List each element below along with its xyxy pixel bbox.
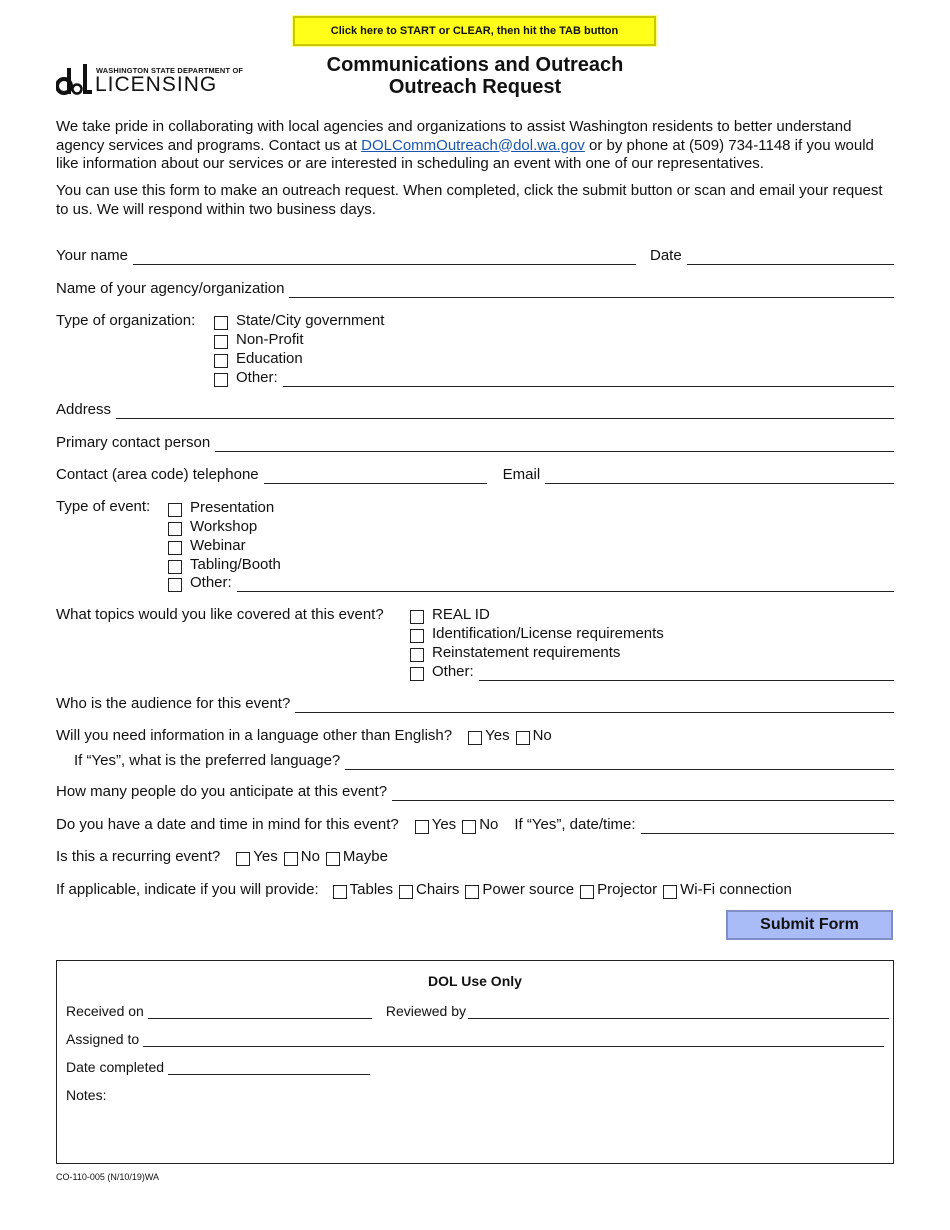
org-option-label: Other: <box>236 369 278 386</box>
agency-label: Name of your agency/organization <box>56 280 285 297</box>
language-no-checkbox[interactable] <box>516 731 530 745</box>
yes-label: Yes <box>253 848 278 865</box>
org-other-input[interactable] <box>283 373 894 387</box>
topic-realid-checkbox[interactable] <box>410 610 424 624</box>
reviewed-by-input[interactable] <box>468 1007 889 1019</box>
logo-licensing-text: LICENSING <box>95 73 218 96</box>
event-presentation-checkbox[interactable] <box>168 503 182 517</box>
topic-other-checkbox[interactable] <box>410 667 424 681</box>
recurring-question-label: Is this a recurring event? <box>56 848 221 865</box>
language-question-label: Will you need information in a language other than English? <box>56 727 453 744</box>
org-type-label: Type of organization: <box>56 312 196 329</box>
topic-option-label: Other: <box>432 663 474 680</box>
dol-logo <box>56 62 244 96</box>
provide-power-checkbox[interactable] <box>465 885 479 899</box>
datetime-if-yes-label: If “Yes”, date/time: <box>514 816 636 833</box>
provide-option-label: Projector <box>597 881 658 898</box>
preferred-language-label: If “Yes”, what is the preferred language? <box>74 752 341 769</box>
provide-wifi-checkbox[interactable] <box>663 885 677 899</box>
event-option-label: Other: <box>190 574 232 591</box>
provide-question-label: If applicable, indicate if you will provide: <box>56 881 319 898</box>
start-clear-button[interactable]: Click here to START or CLEAR, then hit the TAB button <box>293 16 656 46</box>
date-completed-input[interactable] <box>168 1063 370 1075</box>
topic-id-license-checkbox[interactable] <box>410 629 424 643</box>
primary-contact-label: Primary contact person <box>56 434 211 451</box>
no-label: No <box>479 816 499 833</box>
date-input[interactable] <box>687 251 894 265</box>
form-number: CO-110-005 (N/10/19)WA <box>56 1172 160 1182</box>
topic-option-label: Reinstatement requirements <box>432 644 621 661</box>
org-option-label: State/City government <box>236 312 385 329</box>
event-option-label: Workshop <box>190 518 258 535</box>
event-option-label: Webinar <box>190 537 246 554</box>
email-input[interactable] <box>545 470 894 484</box>
no-label: No <box>300 848 320 865</box>
attendance-label: How many people do you anticipate at this event? <box>56 783 388 800</box>
topic-option-label: Identification/License requirements <box>432 625 664 642</box>
assigned-to-label: Assigned to <box>66 1031 140 1047</box>
event-option-label: Presentation <box>190 499 275 516</box>
topic-option-label: REAL ID <box>432 606 490 623</box>
intro-text-b: or by phone at (509) 734-1148 if you would like information about our services or are interested in scheduling an event with one of our representatives. <box>56 136 874 172</box>
no-label: No <box>532 727 552 744</box>
recurring-maybe-checkbox[interactable] <box>326 852 340 866</box>
event-workshop-checkbox[interactable] <box>168 522 182 536</box>
telephone-label: Contact (area code) telephone <box>56 466 259 483</box>
dol-use-only-box <box>56 960 894 1164</box>
org-education-checkbox[interactable] <box>214 354 228 368</box>
your-name-label: Your name <box>56 247 128 264</box>
notes-label: Notes: <box>66 1087 107 1103</box>
org-nonprofit-checkbox[interactable] <box>214 335 228 349</box>
yes-label: Yes <box>485 727 510 744</box>
date-label: Date <box>650 247 682 264</box>
language-yes-checkbox[interactable] <box>468 731 482 745</box>
intro-text-a: We take pride in collaborating with local agencies and organizations to assist Washington residents to better understand agency services and programs. Contact us at <box>56 118 852 154</box>
datetime-yes-checkbox[interactable] <box>415 820 429 834</box>
logo-department-text: WASHINGTON STATE DEPARTMENT OF <box>96 66 244 75</box>
dol-logo-icon <box>56 62 94 96</box>
topic-other-input[interactable] <box>479 667 894 681</box>
event-other-checkbox[interactable] <box>168 578 182 592</box>
recurring-no-checkbox[interactable] <box>284 852 298 866</box>
event-type-label: Type of event: <box>56 498 151 515</box>
assigned-to-input[interactable] <box>143 1035 884 1047</box>
agency-input[interactable] <box>289 284 894 298</box>
datetime-input[interactable] <box>641 820 894 834</box>
provide-option-label: Wi-Fi connection <box>680 881 792 898</box>
provide-option-label: Tables <box>349 881 393 898</box>
provide-tables-checkbox[interactable] <box>333 885 347 899</box>
audience-label: Who is the audience for this event? <box>56 695 291 712</box>
provide-option-label: Power source <box>482 881 575 898</box>
page-title: Communications and Outreach <box>326 54 624 76</box>
received-on-label: Received on <box>66 1003 144 1019</box>
event-webinar-checkbox[interactable] <box>168 541 182 555</box>
org-other-checkbox[interactable] <box>214 373 228 387</box>
reviewed-by-label: Reviewed by <box>385 1003 466 1019</box>
audience-input[interactable] <box>295 699 894 713</box>
provide-projector-checkbox[interactable] <box>580 885 594 899</box>
event-other-input[interactable] <box>237 578 894 592</box>
dol-use-only-title: DOL Use Only <box>428 973 522 989</box>
email-label: Email <box>502 466 541 483</box>
instructions-paragraph: You can use this form to make an outreach request. When completed, click the submit button or scan and email your request to us. We will respond within two business days. <box>56 182 883 218</box>
datetime-question-label: Do you have a date and time in mind for this event? <box>56 816 399 833</box>
contact-email-link[interactable]: DOLCommOutreach@dol.wa.gov <box>361 136 585 154</box>
telephone-input[interactable] <box>264 470 487 484</box>
address-label: Address <box>56 401 112 418</box>
event-option-label: Tabling/Booth <box>190 556 281 573</box>
date-completed-label: Date completed <box>66 1059 165 1075</box>
page-subtitle: Outreach Request <box>388 76 562 98</box>
yes-label: Yes <box>431 816 457 833</box>
org-option-label: Non-Profit <box>236 331 304 348</box>
attendance-input[interactable] <box>392 787 894 801</box>
primary-contact-input[interactable] <box>215 438 894 452</box>
topic-reinstatement-checkbox[interactable] <box>410 648 424 662</box>
provide-option-label: Chairs <box>416 881 460 898</box>
intro-paragraph <box>56 118 896 174</box>
provide-chairs-checkbox[interactable] <box>399 885 413 899</box>
topics-label: What topics would you like covered at this event? <box>56 606 384 623</box>
received-on-input[interactable] <box>148 1007 372 1019</box>
preferred-language-input[interactable] <box>345 756 894 770</box>
your-name-input[interactable] <box>133 251 636 265</box>
org-option-label: Education <box>236 350 303 367</box>
maybe-label: Maybe <box>342 848 388 865</box>
recurring-yes-checkbox[interactable] <box>236 852 250 866</box>
submit-form-button[interactable]: Submit Form <box>726 910 893 940</box>
datetime-no-checkbox[interactable] <box>462 820 476 834</box>
address-input[interactable] <box>116 405 894 419</box>
org-state-city-checkbox[interactable] <box>214 316 228 330</box>
